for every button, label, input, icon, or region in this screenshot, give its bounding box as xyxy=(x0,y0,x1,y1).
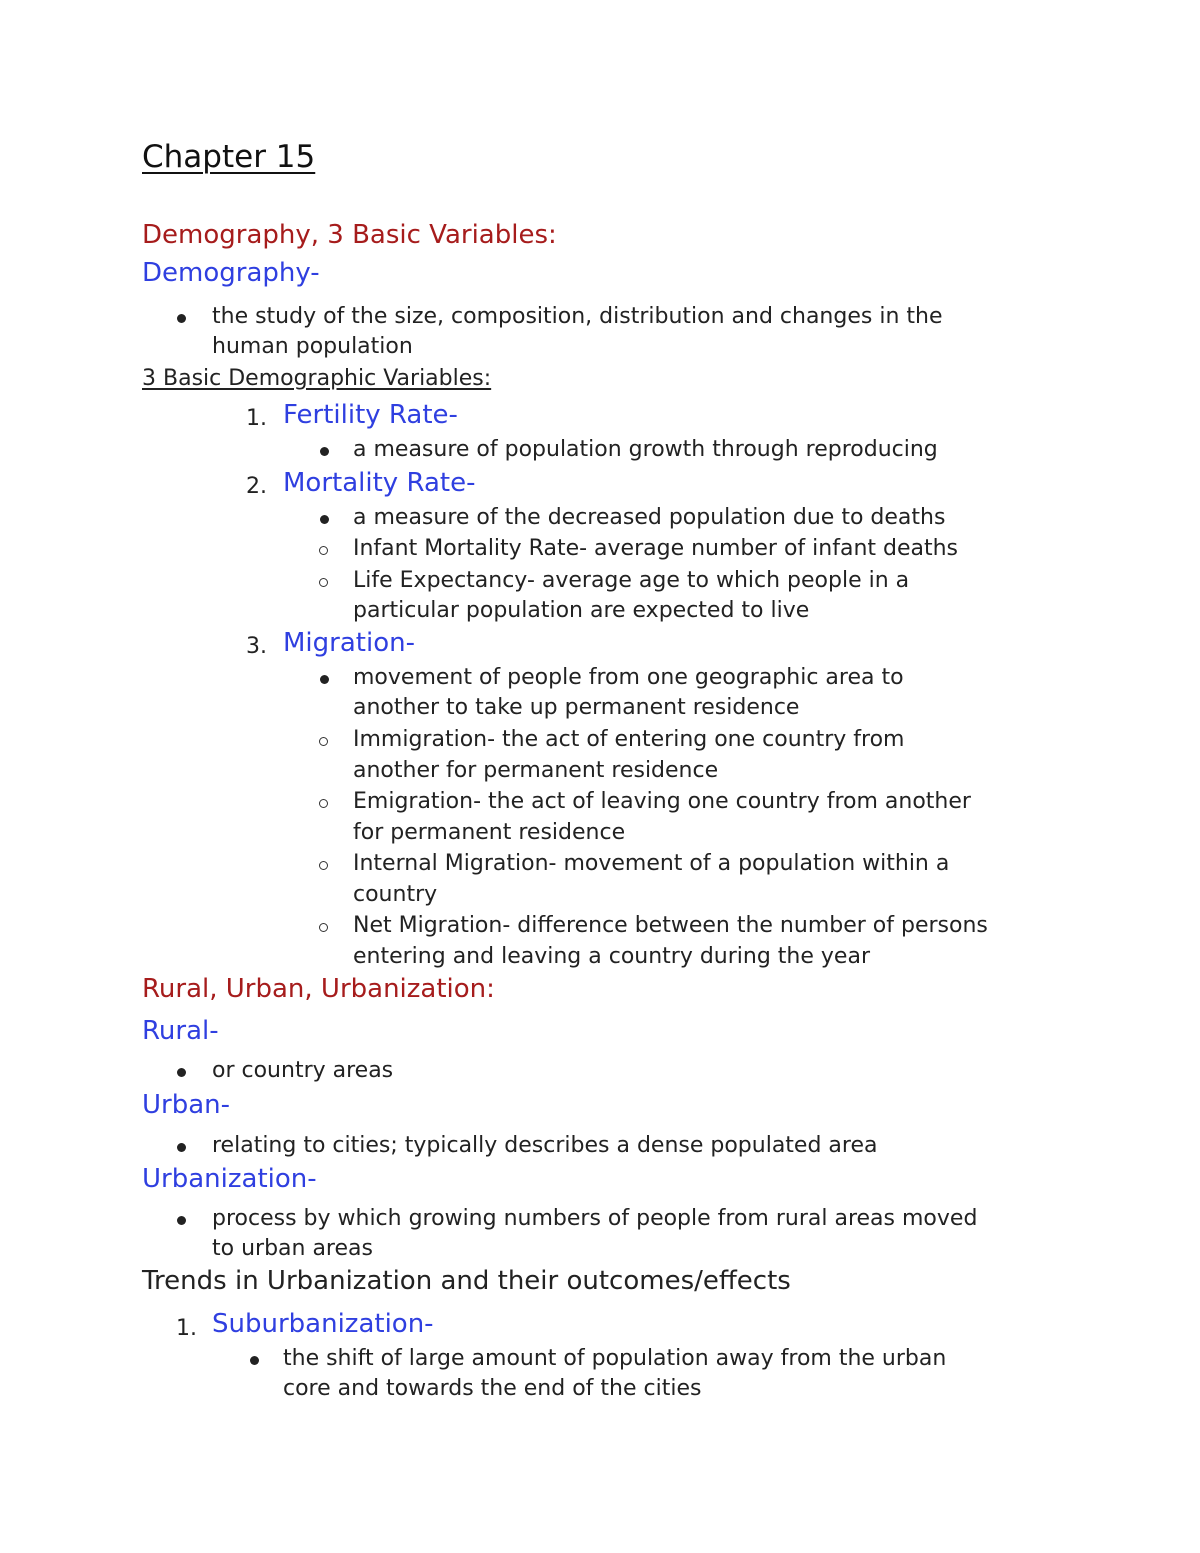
bullet-dot xyxy=(320,515,329,524)
term-mortality-rate: Mortality Rate- xyxy=(283,468,476,498)
definition-line: relating to cities; typically describes a dense populated area xyxy=(212,1133,878,1158)
list-item: Infant Mortality Rate- average number of infant deaths xyxy=(353,536,959,561)
page-title: Chapter 15 xyxy=(142,139,316,175)
bullet-dot xyxy=(320,447,329,456)
definition-line: human population xyxy=(212,334,413,359)
list-item: Life Expectancy- average age to which people in a xyxy=(353,568,910,593)
bullet-circle xyxy=(319,737,328,746)
bullet-dot xyxy=(250,1356,259,1365)
list-item-continued: entering and leaving a country during the year xyxy=(353,944,870,969)
bullet-dot xyxy=(177,1216,186,1225)
list-item-continued: core and towards the end of the cities xyxy=(283,1376,702,1401)
list-number: 1. xyxy=(176,1316,197,1341)
definition-line: to urban areas xyxy=(212,1236,373,1261)
bullet-dot xyxy=(177,1143,186,1152)
term-migration: Migration- xyxy=(283,628,415,658)
list-item: a measure of the decreased population due to deaths xyxy=(353,505,946,530)
list-item: Internal Migration- movement of a population within a xyxy=(353,851,950,876)
bullet-circle xyxy=(319,799,328,808)
term-fertility-rate: Fertility Rate- xyxy=(283,400,458,430)
bullet-circle xyxy=(319,546,328,555)
list-item: the shift of large amount of population away from the urban xyxy=(283,1346,947,1371)
bullet-circle xyxy=(319,861,328,870)
list-number: 3. xyxy=(246,634,267,659)
bullet-dot xyxy=(177,1068,186,1077)
bullet-circle xyxy=(319,923,328,932)
term-suburbanization: Suburbanization- xyxy=(212,1309,434,1339)
list-number: 1. xyxy=(246,406,267,431)
list-item: Emigration- the act of leaving one country from another xyxy=(353,789,971,814)
list-item: Immigration- the act of entering one country from xyxy=(353,727,905,752)
term-rural: Rural- xyxy=(142,1016,219,1046)
bullet-dot xyxy=(177,314,186,323)
subheading-variables: 3 Basic Demographic Variables: xyxy=(142,366,492,391)
list-number: 2. xyxy=(246,474,267,499)
bullet-circle xyxy=(319,578,328,587)
bullet-dot xyxy=(320,675,329,684)
list-item: a measure of population growth through reproducing xyxy=(353,437,938,462)
list-item: Net Migration- difference between the number of persons xyxy=(353,913,988,938)
section-heading-demography: Demography, 3 Basic Variables: xyxy=(142,220,557,250)
section-heading-trends: Trends in Urbanization and their outcomes/effects xyxy=(142,1266,791,1296)
term-demography: Demography- xyxy=(142,258,320,288)
term-urban: Urban- xyxy=(142,1090,231,1120)
list-item-continued: country xyxy=(353,882,438,907)
definition-line: or country areas xyxy=(212,1058,394,1083)
list-item: movement of people from one geographic area to xyxy=(353,665,904,690)
definition-line: the study of the size, composition, distribution and changes in the xyxy=(212,304,943,329)
list-item-continued: another to take up permanent residence xyxy=(353,695,800,720)
list-item-continued: particular population are expected to live xyxy=(353,598,810,623)
term-urbanization: Urbanization- xyxy=(142,1164,317,1194)
definition-line: process by which growing numbers of people from rural areas moved xyxy=(212,1206,978,1231)
list-item-continued: another for permanent residence xyxy=(353,758,719,783)
list-item-continued: for permanent residence xyxy=(353,820,626,845)
section-heading-rural-urban: Rural, Urban, Urbanization: xyxy=(142,974,495,1004)
